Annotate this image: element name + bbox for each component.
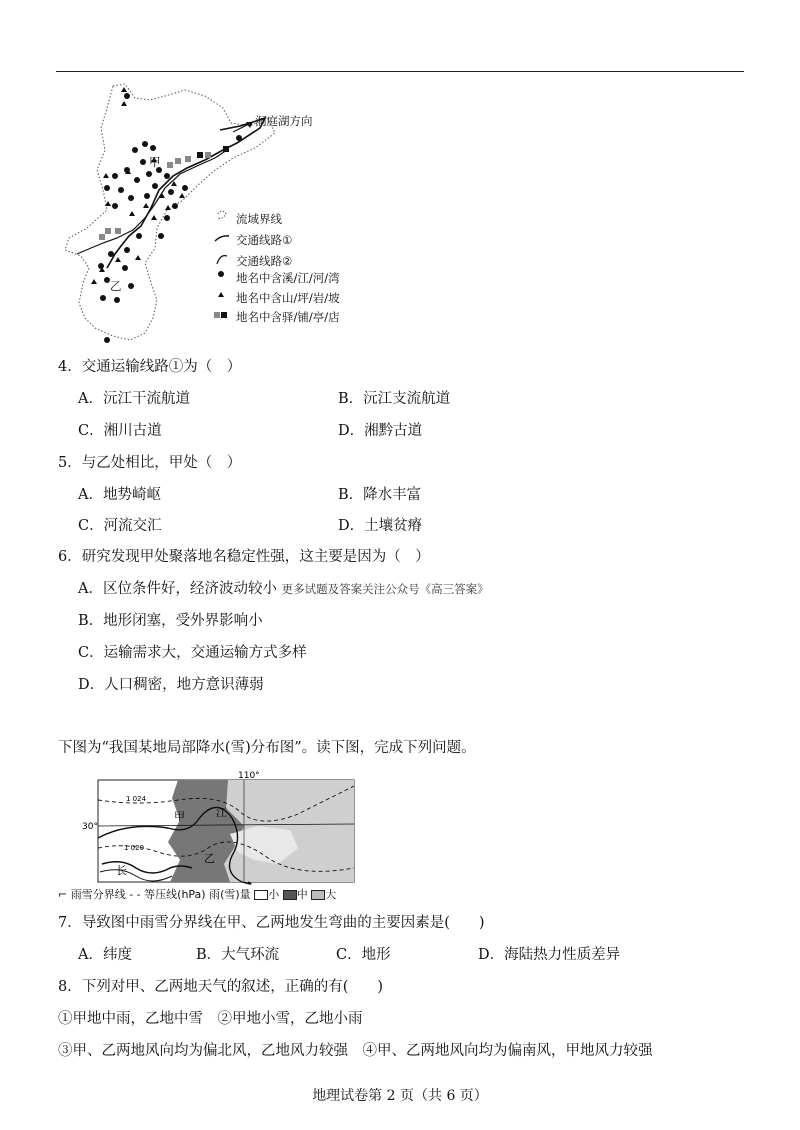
q8-line-2: ③甲、乙两地风向均为偏北风，乙地风力较强 ④甲、乙两地风向均为偏南风，甲地风力较强 — [58, 1043, 653, 1059]
legend-amount: 雨(雪)量 — [209, 888, 251, 901]
q7-option-b: B．大气环流 — [196, 947, 280, 963]
river-label-jiang: 江 — [216, 806, 227, 819]
q8-line-1: ①甲地中雨，乙地中雪 ②甲地小雪，乙地小雨 — [58, 1011, 363, 1027]
q6-option-a — [78, 577, 489, 598]
q6-stem: 6．研究发现甲处聚落地名稳定性强，这主要是因为（ ） — [58, 549, 430, 565]
page-footer: 地理试卷第 2 页（共 6 页） — [312, 1088, 488, 1104]
legend-small: 小 — [268, 888, 280, 901]
small-swatch-icon — [254, 890, 268, 900]
q7-option-d: D．海陆热力性质差异 — [478, 947, 621, 963]
map2-yi-label: 乙 — [204, 852, 215, 865]
q4-option-c: C．湘川古道 — [78, 423, 162, 439]
map1-yi-label: 乙 — [110, 279, 122, 293]
isobar-1020-label: 1 020 — [124, 844, 145, 852]
section-intro: 下图为“我国某地局部降水(雪)分布图”。读下图，完成下列问题。 — [58, 740, 476, 756]
legend-medium: 中 — [296, 888, 308, 901]
legend-square-label: 地名中含驿/铺/亭/店 — [236, 310, 340, 324]
route1-icon — [215, 236, 229, 241]
lat-label: 30° — [82, 822, 98, 832]
triangle-markers — [91, 87, 185, 284]
q8-stem: 8．下列对甲、乙两地天气的叙述，正确的有( ) — [58, 979, 384, 995]
map1-jia-label: 甲 — [149, 155, 161, 169]
q5-option-d: D．土壤贫瘠 — [338, 518, 423, 534]
legend-rain-snow-line: 雨雪分界线 — [70, 888, 126, 901]
q5-option-a: A．地势崎岖 — [78, 487, 161, 503]
q6-option-a-text: A．区位条件好，经济波动较小 — [78, 581, 277, 597]
triangle-icon — [218, 292, 224, 297]
q7-option-c: C．地形 — [336, 947, 391, 963]
medium-swatch-icon — [283, 890, 297, 900]
boundary-icon — [218, 211, 226, 219]
legend-dot-label: 地名中含溪/江/河/湾 — [236, 271, 340, 285]
q4-option-b: B．沅江支流航道 — [338, 391, 451, 407]
river-label-chang: 长 — [116, 864, 127, 877]
q4-option-d: D．湘黔古道 — [338, 423, 423, 439]
q6-option-c: C．运输需求大，交通运输方式多样 — [78, 645, 307, 661]
legend-isobar: 等压线(hPa) — [144, 888, 206, 901]
q6-option-d: D．人口稠密，地方意识薄弱 — [78, 677, 264, 693]
lon-label: 110° — [238, 771, 260, 781]
precipitation-map — [58, 768, 358, 898]
square-icon — [214, 312, 220, 318]
dongting-label: 洞庭湖方向 — [255, 114, 313, 128]
isobar-1024-label: 1 024 — [126, 795, 147, 803]
q4-stem: 4．交通运输线路①为（ ） — [58, 359, 242, 375]
q6-note: 更多试题及答案关注公众号《高三答案》 — [281, 582, 489, 596]
map2-legend — [58, 886, 336, 902]
rain-snow-line-icon: ⌐ — [58, 888, 68, 901]
q4-option-a: A．沅江干流航道 — [78, 391, 190, 407]
header-rule — [56, 71, 744, 72]
q5-option-b: B．降水丰富 — [338, 487, 422, 503]
large-swatch-icon — [311, 890, 325, 900]
q5-option-c: C．河流交汇 — [78, 518, 162, 534]
q5-stem: 5．与乙处相比，甲处（ ） — [58, 455, 242, 471]
watershed-map — [55, 78, 355, 348]
isobar-icon: - - — [129, 888, 141, 901]
map2-jia-label: 甲 — [174, 810, 185, 823]
q6-option-b: B．地形闭塞，受外界影响小 — [78, 613, 263, 629]
legend-route2-label: 交通线路② — [236, 254, 293, 268]
legend-route1-label: 交通线路① — [236, 233, 293, 247]
route2-icon — [217, 256, 227, 264]
legend-boundary-label: 流域界线 — [236, 212, 282, 226]
q7-option-a: A．纬度 — [78, 947, 132, 963]
legend-triangle-label: 地名中含山/坪/岩/坡 — [236, 291, 340, 305]
legend-large: 大 — [325, 888, 337, 901]
dot-icon — [218, 271, 224, 277]
q7-stem: 7．导致图中雨雪分界线在甲、乙两地发生弯曲的主要因素是( ) — [58, 915, 485, 931]
